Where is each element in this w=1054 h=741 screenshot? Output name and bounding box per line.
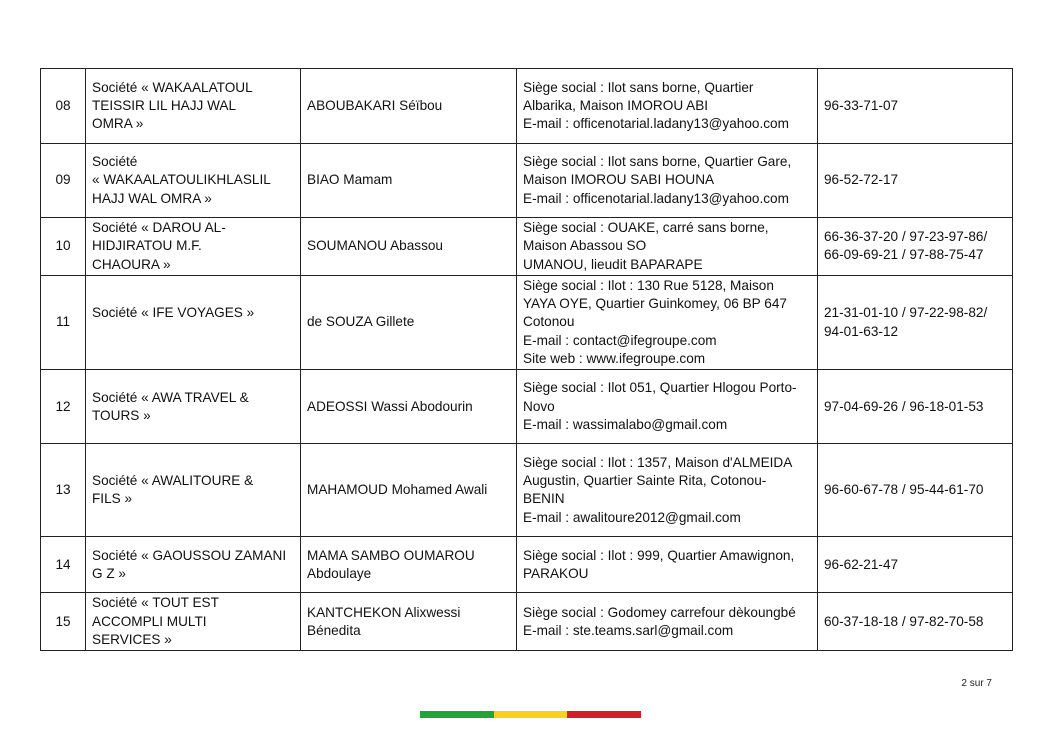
- address-line: PARAKOU: [523, 565, 589, 581]
- manager-name-line: de SOUZA Gillete: [307, 314, 415, 330]
- phone-line: 96-62-21-47: [824, 556, 899, 572]
- address-line: Augustin, Quartier Sainte Rita, Cotonou-: [523, 473, 767, 489]
- phone-line: 94-01-63-12: [824, 323, 899, 339]
- phone-line: 96-60-67-78 / 95-44-61-70: [824, 482, 984, 498]
- company-name-line: « WAKAALATOULIKHLASLIL: [92, 172, 271, 188]
- manager-name-line: ADEOSSI Wassi Abodourin: [307, 398, 473, 414]
- company-name-line: FILS »: [92, 491, 133, 507]
- company-name-line: OMRA »: [92, 116, 144, 132]
- table-row: [41, 69, 1013, 144]
- company-name-line: Société « IFE VOYAGES »: [92, 304, 255, 320]
- company-name: [86, 537, 301, 593]
- manager-name: [301, 593, 517, 651]
- address-line: Siège social : Ilot : 130 Rue 5128, Maison: [523, 277, 774, 293]
- table-row: [41, 593, 1013, 651]
- address-line: Siège social : Ilot sans borne, Quartier Gare,: [523, 154, 792, 170]
- address-line: YAYA OYE, Quartier Guinkomey, 06 BP 647: [523, 296, 787, 312]
- company-name-line: Société « GAOUSSOU ZAMANI: [92, 547, 287, 563]
- manager-name: [301, 370, 517, 444]
- address-line: Maison IMOROU SABI HOUNA: [523, 172, 715, 188]
- head-office-address: [517, 537, 818, 593]
- address-line: Siège social : Ilot : 1357, Maison d'ALMEIDA: [523, 454, 793, 470]
- phone-numbers: [818, 218, 1013, 276]
- address-line: E-mail : wassimalabo@gmail.com: [523, 417, 728, 433]
- phone-numbers: [818, 444, 1013, 537]
- address-line: Cotonou: [523, 314, 575, 330]
- phone-line: 60-37-18-18 / 97-82-70-58: [824, 613, 984, 629]
- table-row: [41, 537, 1013, 593]
- company-name-line: TOURS »: [92, 407, 151, 423]
- phone-numbers: [818, 370, 1013, 444]
- phone-line: 66-09-69-21 / 97-88-75-47: [824, 247, 984, 263]
- company-name-line: ACCOMPLI MULTI: [92, 613, 207, 629]
- address-line: Siège social : Ilot : 999, Quartier Amawignon,: [523, 547, 795, 563]
- manager-name: [301, 144, 517, 218]
- head-office-address: [517, 218, 818, 276]
- company-name: [86, 444, 301, 537]
- head-office-address: [517, 593, 818, 651]
- company-name-line: Société: [92, 154, 138, 170]
- flag-stripe-red: [567, 711, 641, 718]
- company-name: [86, 275, 301, 369]
- head-office-address: [517, 370, 818, 444]
- company-name-line: TEISSIR LIL HAJJ WAL: [92, 97, 237, 113]
- flag-stripe-green: [420, 711, 494, 718]
- address-line: E-mail : contact@ifegroupe.com: [523, 332, 717, 348]
- address-line: Albarika, Maison IMOROU ABI: [523, 97, 709, 113]
- manager-name: [301, 444, 517, 537]
- company-name-line: SERVICES »: [92, 631, 172, 647]
- phone-numbers: [818, 537, 1013, 593]
- phone-line: 96-33-71-07: [824, 97, 899, 113]
- address-line: UMANOU, lieudit BAPARAPE: [523, 256, 703, 272]
- manager-name-line: SOUMANOU Abassou: [307, 238, 443, 254]
- phone-numbers: [818, 593, 1013, 651]
- head-office-address: [517, 144, 818, 218]
- registry-body: [41, 69, 1013, 651]
- table-row: [41, 370, 1013, 444]
- row-number: 08: [41, 69, 86, 144]
- row-number: 10: [41, 218, 86, 276]
- row-number: 15: [41, 593, 86, 651]
- address-line: Novo: [523, 398, 555, 414]
- company-name-line: Société « AWALITOURE &: [92, 473, 254, 489]
- phone-numbers: [818, 144, 1013, 218]
- address-line: Siège social : Ilot 051, Quartier Hlogou Porto-: [523, 380, 797, 396]
- company-name: [86, 593, 301, 651]
- company-name-line: G Z »: [92, 565, 126, 581]
- page-number: 2 sur 7: [961, 678, 992, 689]
- address-line: E-mail : officenotarial.ladany13@yahoo.com: [523, 116, 789, 132]
- phone-line: 66-36-37-20 / 97-23-97-86/: [824, 229, 988, 245]
- address-line: E-mail : awalitoure2012@gmail.com: [523, 509, 741, 525]
- national-flag-stripe: [420, 711, 641, 718]
- manager-name-line: MAMA SAMBO OUMAROU: [307, 547, 475, 563]
- manager-name-line: KANTCHEKON Alixwessi: [307, 604, 461, 620]
- table-row: [41, 275, 1013, 369]
- company-name-line: HAJJ WAL OMRA »: [92, 190, 212, 206]
- row-number: 14: [41, 537, 86, 593]
- phone-numbers: [818, 69, 1013, 144]
- address-line: Maison Abassou SO: [523, 238, 647, 254]
- head-office-address: [517, 275, 818, 369]
- company-name: [86, 218, 301, 276]
- head-office-address: [517, 444, 818, 537]
- company-name: [86, 144, 301, 218]
- row-number: 12: [41, 370, 86, 444]
- company-name-line: Société « WAKAALATOUL: [92, 79, 253, 95]
- company-name-line: Société « AWA TRAVEL &: [92, 389, 249, 405]
- manager-name: [301, 69, 517, 144]
- company-name-line: Société « DAROU AL-: [92, 220, 226, 235]
- address-line: Siège social : Ilot sans borne, Quartier: [523, 79, 754, 95]
- table-row: [41, 444, 1013, 537]
- manager-name-line: MAHAMOUD Mohamed Awali: [307, 482, 488, 498]
- manager-name-line: ABOUBAKARI Séïbou: [307, 97, 443, 113]
- table-row: [41, 144, 1013, 218]
- address-line: E-mail : ste.teams.sarl@gmail.com: [523, 622, 734, 638]
- manager-name-line: BIAO Mamam: [307, 172, 393, 188]
- registry-table: [40, 68, 1013, 651]
- address-line: Siège social : OUAKE, carré sans borne,: [523, 220, 769, 235]
- address-line: Siège social : Godomey carrefour dèkoungbé: [523, 604, 796, 620]
- company-name-line: CHAOURA »: [92, 256, 171, 272]
- phone-line: 97-04-69-26 / 96-18-01-53: [824, 398, 984, 414]
- manager-name: [301, 537, 517, 593]
- company-name-line: HIDJIRATOU M.F.: [92, 238, 202, 254]
- manager-name: [301, 218, 517, 276]
- manager-name-line: Bénedita: [307, 622, 361, 638]
- address-line: BENIN: [523, 491, 565, 507]
- address-line: Site web : www.ifegroupe.com: [523, 351, 706, 367]
- company-name: [86, 370, 301, 444]
- manager-name: [301, 275, 517, 369]
- flag-stripe-yellow: [494, 711, 568, 718]
- row-number: 11: [41, 275, 86, 369]
- head-office-address: [517, 69, 818, 144]
- manager-name-line: Abdoulaye: [307, 565, 372, 581]
- company-name: [86, 69, 301, 144]
- phone-line: 96-52-72-17: [824, 172, 899, 188]
- row-number: 13: [41, 444, 86, 537]
- row-number: 09: [41, 144, 86, 218]
- table-row: [41, 218, 1013, 276]
- address-line: E-mail : officenotarial.ladany13@yahoo.com: [523, 190, 789, 206]
- company-name-line: Société « TOUT EST: [92, 595, 219, 611]
- phone-numbers: [818, 275, 1013, 369]
- phone-line: 21-31-01-10 / 97-22-98-82/: [824, 305, 988, 321]
